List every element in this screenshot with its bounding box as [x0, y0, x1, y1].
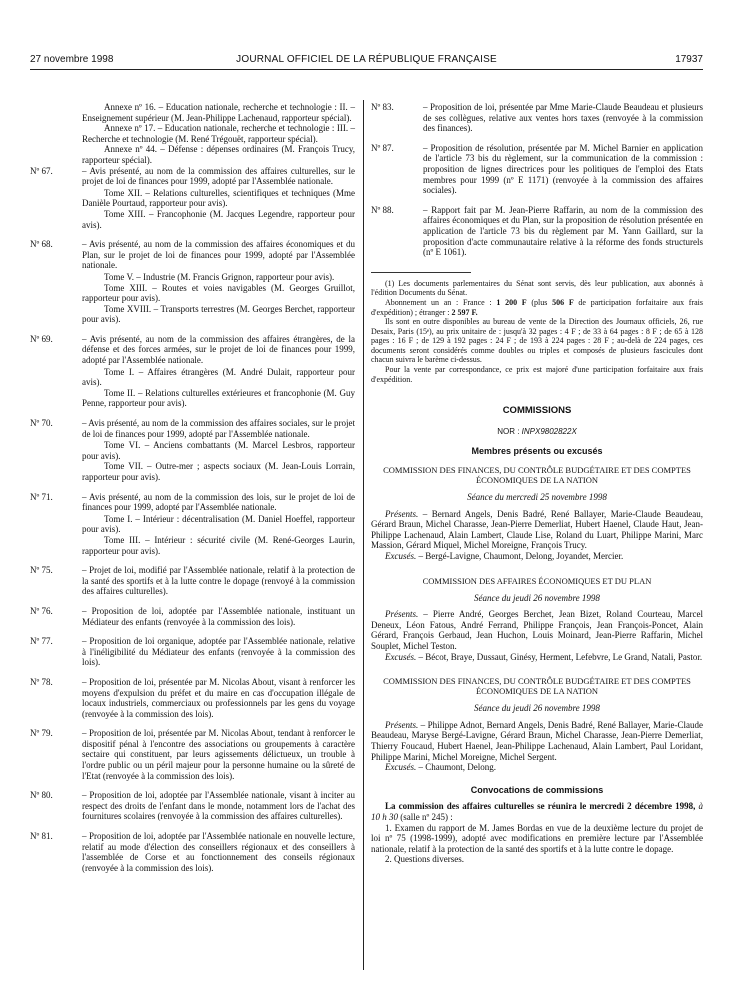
tome-entry: Tome I. – Affaires étrangères (M. André Dulait, rapporteur pour avis). — [82, 366, 355, 388]
right-column — [371, 102, 703, 865]
doc-text: – Avis présenté, au nom de la commission des lois, sur le projet de loi de finances pour 1999, adopté par l'Assemblée nationale. — [82, 491, 355, 513]
annexe-44: Annexe nº 44. – Défense : dépenses ordinaires (M. François Trucy, rapporteur spécial). — [82, 144, 355, 165]
label: Excusés. — [385, 762, 417, 773]
names: – Bernard Angels, Denis Badré, René Ballayer, Marie-Claude Beaudeau, Gérard Braun, Michel Charasse, Jean-Pierre Demerliat, Hubert Haenel, Claude Haut, Jean-Philippe Lachenaud, Alain Lambert, Claude Lise, Roland du Luart, Philippe Marini, Marc Massion, Gérard Miquel, Michel Moreigne, François Trucy. — [371, 508, 703, 551]
doc-number: Nº 81. — [30, 831, 53, 842]
names: – Philippe Adnot, Bernard Angels, Denis Badré, René Ballayer, Marie-Claude Beaudeau, Maryse Bergé-Lavigne, Gérard Braun, Michel Charasse, Jean-Pierre Demerliat, Thierry Foucaud, Hubert Haenel, Jean-Philippe Lachenaud, Alain Lambert, Paul Loridant, Philippe Marini, Michel Moreigne, Michel Sergent. — [371, 719, 703, 762]
names: – Pierre André, Georges Berchet, Jean Bizet, Roland Courteau, Marcel Deneux, Léon Fatous, André Ferrand, Philippe François, Jean François-Poncet, Alain Gérard, François Gerbaud, Jean Huchon, Louis Moinard, Jean-Pierre Raffarin, Michel Souplet, Michel Teston. — [371, 609, 703, 651]
nor-reference — [371, 427, 703, 438]
label: Présents. — [385, 609, 419, 620]
annexe-16: Annexe nº 16. – Education nationale, recherche et technologie : II. – Enseignement supérieur (M. Jean-Philippe Lachenaud, rapporteur spécial). — [82, 102, 355, 123]
doc-78 — [30, 677, 355, 719]
tome-entry: Tome V. – Industrie (M. Francis Grignon, rapporteur pour avis). — [104, 271, 335, 282]
left-column — [30, 102, 355, 874]
doc-number: Nº 67. — [30, 165, 53, 176]
doc-81 — [30, 831, 355, 873]
tome-entry: Tome XIII. – Routes et voies navigables (M. Georges Gruillot, rapporteur pour avis). — [82, 282, 355, 304]
subsection-title: Convocations de commissions — [470, 784, 604, 795]
doc-75 — [30, 565, 355, 597]
footnote-1: (1) Les documents parlementaires du Sénat sont servis, dès leur publication, aux abonnés à l'édition Documents du Sénat. — [371, 278, 703, 298]
presents — [371, 720, 703, 762]
doc-number: Nº 79. — [30, 728, 53, 739]
doc-number: Nº 77. — [30, 636, 53, 647]
doc-number: Nº 76. — [30, 605, 53, 616]
doc-text: – Proposition de loi, adoptée par l'Assemblée nationale, instituant un Médiateur des enfants (renvoyée à la commission des lois). — [82, 605, 355, 627]
convocation-intro — [371, 801, 703, 822]
doc-number: Nº 70. — [30, 418, 53, 429]
presents — [371, 609, 703, 651]
tome-entry: Tome VII. – Outre-mer ; aspects sociaux (M. Jean-Louis Lorrain, rapporteur pour avis). — [82, 461, 355, 482]
doc-71 — [30, 492, 355, 513]
doc-number: Nº 69. — [30, 333, 53, 344]
header-rule — [30, 69, 703, 70]
footnote-price: 1 200 F — [496, 297, 527, 307]
seance-date: Séance du jeudi 26 novembre 1998 — [474, 703, 600, 714]
tome-entry: Tome III. – Intérieur : sécurité civile (M. René-Georges Laurin, rapporteur pour avis). — [82, 534, 355, 556]
label: Excusés. — [385, 551, 417, 561]
convocation-text: La commission des affaires culturelles se réunira le mercredi 2 décembre 1998, — [385, 801, 699, 812]
commission-title: COMMISSION DES AFFAIRES ÉCONOMIQUES ET DU PLAN — [422, 575, 652, 586]
names: – Bergé-Lavigne, Chaumont, Delong, Joyandet, Mercier. — [416, 551, 624, 561]
excuses — [371, 652, 703, 663]
page-header — [30, 54, 703, 68]
doc-70 — [30, 418, 355, 439]
doc-88 — [371, 205, 703, 258]
tome-entry: Tome II. – Relations culturelles extérieures et francophonie (M. Guy Penne, rapporteur pour avis). — [82, 387, 355, 409]
footnotes — [371, 279, 703, 385]
doc-79 — [30, 728, 355, 781]
doc-68 — [30, 239, 355, 271]
header-date: 27 novembre 1998 — [30, 54, 114, 65]
label: Excusés. — [385, 651, 417, 662]
tome-entry: Tome VI. – Anciens combattants (M. Marcel Lesbros, rapporteur pour avis). — [82, 440, 355, 461]
seance-date: Séance du jeudi 26 novembre 1998 — [474, 592, 600, 603]
doc-text: – Avis présenté, au nom de la commission des affaires sociales, sur le projet de loi de finances pour 1999, adopté par l'Assemblée nationale. — [82, 418, 355, 439]
doc-text: – Proposition de loi, adoptée par l'Assemblée nationale, visant à inciter au respect des droits de l'enfant dans le monde, notamment lors de l'achat des fournitures scolaires (renvoyée à la commission des affaires culturelles). — [82, 790, 355, 822]
doc-text: – Rapport fait par M. Jean-Pierre Raffarin, au nom de la commission des affaires économiques et du Plan, sur la proposition de résolution présentée en application de l'article 73 bis du règlement par M. Yann Gaillard, sur la proposition d'acte communautaire relative à la réforme des fonds structurels (nº E 1061). — [423, 204, 703, 258]
convocation-room: (salle nº 245) : — [398, 811, 453, 822]
excuses — [371, 762, 703, 773]
doc-67 — [30, 166, 355, 187]
names: – Bécot, Braye, Dussaut, Ginésy, Herment, Lefebvre, Le Grand, Natali, Pastor. — [416, 651, 703, 662]
doc-text: – Avis présenté, au nom de la commission des affaires culturelles, sur le projet de loi de finances pour 1999, adopté par l'Assemblée nationale. — [82, 165, 355, 187]
doc-text: – Avis présenté, au nom de la commission des affaires économiques et du Plan, sur le projet de loi de finances pour 1999, adopté par l'Assemblée nationale. — [82, 239, 355, 271]
excuses — [371, 551, 703, 562]
doc-text: – Projet de loi, modifié par l'Assemblée nationale, relatif à la protection de la santé des sportifs et à la lutte contre le dopage (renvoyé à la commission des affaires culturelles). — [82, 565, 355, 597]
convocation-time: à 10 h 30 — [371, 801, 703, 822]
commission-title: COMMISSION DES FINANCES, DU CONTRÔLE BUDGÉTAIRE ET DES COMPTES ÉCONOMIQUES DE LA NATION — [383, 465, 691, 486]
header-page-number: 17937 — [675, 54, 703, 65]
section-title: COMMISSIONS — [502, 405, 572, 417]
doc-number: Nº 71. — [30, 491, 53, 502]
doc-83 — [371, 102, 703, 134]
subsection-title: Membres présents ou excusés — [471, 446, 603, 457]
nor-label: NOR : — [497, 426, 522, 436]
tome-entry: Tome XVIII. – Transports terrestres (M. Georges Berchet, rapporteur pour avis). — [82, 303, 355, 325]
doc-77 — [30, 636, 355, 668]
agenda-item-2: 2. Questions diverses. — [385, 854, 464, 865]
doc-number: Nº 78. — [30, 676, 53, 687]
doc-text: – Proposition de loi organique, adoptée par l'Assemblée nationale, relative à l'inéligibilité du Médiateur des enfants (renvoyée à la commission des lois). — [82, 636, 355, 668]
footnote-text: de participation forfaitaire aux frais d'expédition) ; étranger : — [371, 297, 704, 317]
doc-text: – Proposition de résolution, présentée par M. Michel Barnier en application de l'article 73 bis du règlement, sur la communication de la commission : proposition de lignes directrices pour les politiques de l'emploi des Etats membres pour 1999 (nº E 1171) (renvoyée à la commission des affaires sociales). — [423, 142, 703, 196]
doc-number: Nº 75. — [30, 565, 53, 576]
footnote-price: 2 597 F. — [451, 307, 478, 317]
presents — [371, 509, 703, 551]
tome-entry: Tome I. – Intérieur : décentralisation (M. Daniel Hoeffel, rapporteur pour avis). — [82, 513, 355, 535]
column-divider — [363, 100, 364, 970]
footnote-rule — [371, 272, 471, 273]
doc-text: – Proposition de loi, adoptée par l'Assemblée nationale en nouvelle lecture, relatif au mode d'élection des conseillers régionaux et des conseillers à l'assemblée de Corse et au fonctionnement des conseils régionaux (renvoyée à la commission des lois). — [82, 831, 355, 873]
doc-text: – Proposition de loi, présentée par M. Nicolas About, visant à renforcer les moyens d'expulsion du préfet et du maire en cas d'occupation illégale de locaux industriels, commerciaux ou professionnels par les gens du voyage (renvoyée à la commission des lois). — [82, 676, 355, 719]
nor-code: INPX9802822X — [521, 426, 577, 436]
doc-76 — [30, 606, 355, 627]
doc-number: Nº 68. — [30, 239, 53, 250]
doc-text: – Proposition de loi, présentée par M. Nicolas About, tendant à renforcer le dispositif pénal à l'encontre des associations ou groupements à caractère sectaire qui constituent, par leurs agissements délictueux, un trouble à l'ordre public ou un péril majeur pour la personne humaine ou la sûreté de l'Etat (renvoyée à la commission des lois). — [82, 728, 355, 781]
tome-entry: Tome XIII. – Francophonie (M. Jacques Legendre, rapporteur pour avis). — [82, 208, 355, 230]
label: Présents. — [385, 719, 419, 730]
agenda-item-1: 1. Examen du rapport de M. James Bordas en vue de la deuxième lecture du projet de loi nº 75 (1998-1999), adopté avec modifications en première lecture par l'Assemblée nationale, relatif à la protection de la santé des sportifs et à la lutte contre le dopage. — [371, 822, 703, 854]
label: Présents. — [385, 508, 419, 519]
names: – Chaumont, Delong. — [416, 762, 496, 773]
doc-87 — [371, 143, 703, 196]
footnote-text: (plus — [526, 297, 553, 307]
footnote-sales: Ils sont en outre disponibles au bureau de vente de la Direction des Journaux officiels, 26, rue Desaix, Paris (15ᵉ), au prix unitaire de : jusqu'à 32 pages : 4 F ; de 33 à 64 pages : 8 F ; de 65 à 128 pages : 16 F ; de 129 à 192 pages : 24 F ; de 193 à 224 pages : 28 F ; au-delà de 224 pages, ces documents seront considérés comme doubles ou triples et composés de plusieurs fascicules dont chacun suivra le barème ci-dessus. — [371, 317, 703, 365]
footnote-text: Abonnement un an : France : — [385, 297, 497, 307]
header-title: JOURNAL OFFICIEL DE LA RÉPUBLIQUE FRANÇAISE — [236, 54, 497, 65]
footnote-price: 506 F — [552, 297, 574, 307]
doc-69 — [30, 334, 355, 366]
doc-number: Nº 80. — [30, 790, 53, 801]
doc-number: Nº 87. — [371, 142, 394, 153]
footnote-mail: Pour la vente par correspondance, ce prix est majoré d'une participation forfaitaire aux frais d'expédition. — [371, 365, 703, 384]
doc-80 — [30, 790, 355, 822]
doc-text: – Proposition de loi, présentée par Mme Marie-Claude Beaudeau et plusieurs de ses collègues, relative aux ventes hors taxes (renvoyée à la commission des finances). — [423, 102, 703, 134]
commission-title: COMMISSION DES FINANCES, DU CONTRÔLE BUDGÉTAIRE ET DES COMPTES ÉCONOMIQUES DE LA NATION — [383, 676, 691, 697]
annexe-17: Annexe nº 17. – Education nationale, recherche et technologie : III. – Recherche et technologie (M. René Trégouët, rapporteur spécial). — [82, 123, 355, 144]
tome-entry: Tome XII. – Relations culturelles, scientifiques et techniques (Mme Danièle Pourtaud, rapporteur pour avis). — [82, 187, 355, 209]
doc-number: Nº 83. — [371, 102, 394, 112]
doc-text: – Avis présenté, au nom de la commission des affaires étrangères, de la défense et des forces armées, sur le projet de loi de finances pour 1999, adopté par l'Assemblée nationale. — [82, 333, 355, 366]
doc-number: Nº 88. — [371, 204, 394, 215]
seance-date: Séance du mercredi 25 novembre 1998 — [467, 492, 607, 503]
footnote-subscription — [371, 298, 703, 317]
